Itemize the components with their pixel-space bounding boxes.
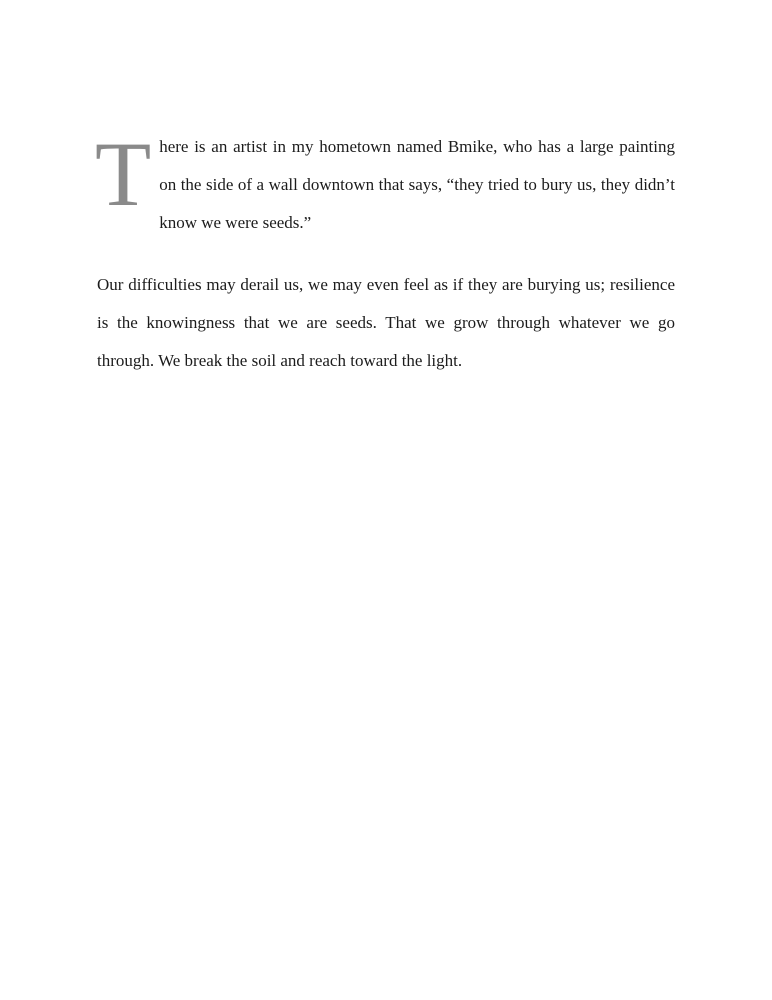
paragraph-1 [95, 123, 675, 242]
paragraph-2-text: Our difficulties may derail us, we may even feel as if they are burying us; resilience is the knowingness that we are seeds. That we grow through whatever we go through. We break the soil and reach toward the light. [97, 275, 675, 370]
page-body [95, 123, 675, 404]
paragraph-2 [97, 266, 675, 380]
drop-cap: T [95, 123, 152, 225]
paragraph-1-text: here is an artist in my hometown named Bmike, who has a large painting on the side of a wall downtown that says, “they tried to bury us, they didn’t know we were seeds.” [159, 137, 675, 232]
